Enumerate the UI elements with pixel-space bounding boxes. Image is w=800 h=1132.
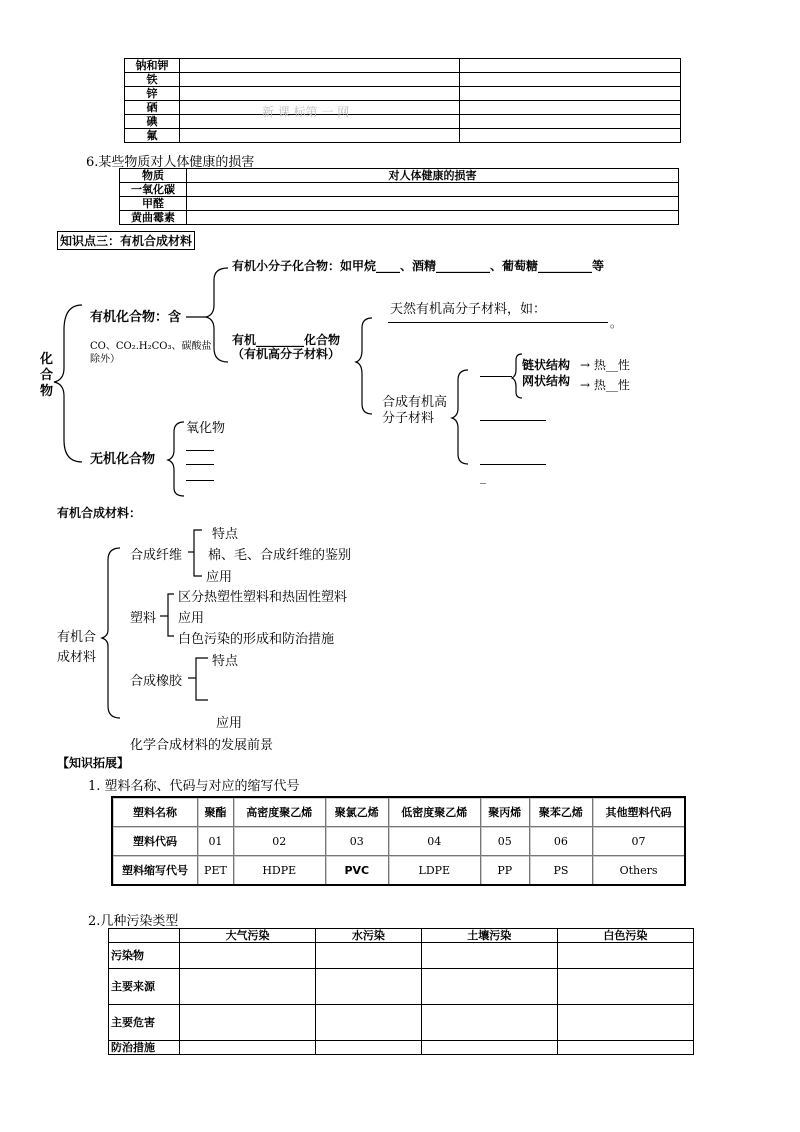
table-cell: 塑料名称	[112, 797, 198, 827]
table-cell: 聚苯乙烯	[529, 797, 592, 827]
synthetic-label: 合成有机高分子材料	[382, 395, 448, 426]
expansion-title: 【知识拓展】	[57, 756, 130, 770]
fiber-item: 特点	[212, 527, 239, 542]
table-cell: 03	[325, 827, 388, 856]
blank-line	[186, 450, 214, 451]
small-molecule-label: 有机小分子化合物：如甲烷____、酒精_________、葡萄糖_________等	[232, 259, 605, 273]
table-cell: 聚氯乙烯	[325, 797, 388, 827]
element-cell: 钠和钾	[125, 59, 180, 73]
chain-label: 链状结构	[522, 358, 571, 372]
rubber-item: 应用	[216, 716, 243, 731]
table-cell: 大气污染	[180, 929, 316, 943]
plastic-item: 应用	[178, 611, 205, 626]
table-cell	[109, 929, 180, 943]
expansion-item1: 1. 塑料名称、代码与对应的缩写代号	[88, 779, 300, 794]
element-cell: 碘	[125, 115, 180, 129]
row-label: 主要危害	[109, 1005, 180, 1041]
blank-line	[480, 420, 546, 421]
table-cell: PVC	[325, 856, 388, 886]
row-label: 防治措施	[109, 1041, 180, 1055]
table-cell: 其他塑料代码	[593, 797, 685, 827]
table-cell: 06	[529, 827, 592, 856]
oxide-label: 氧化物	[186, 421, 226, 436]
table-cell: 02	[233, 827, 325, 856]
table-cell: 水污染	[316, 929, 422, 943]
table-cell: PET	[198, 856, 234, 886]
table-cell: 01	[198, 827, 234, 856]
table-cell: PS	[529, 856, 592, 886]
plastic-code-table	[111, 796, 686, 886]
synthetic-root: 有机合成材料	[57, 630, 97, 665]
high-molecule-label: 有机________化合物（有机高分子材料）	[232, 333, 341, 361]
blank-line	[186, 480, 214, 481]
table-cell: Others	[593, 856, 685, 886]
fiber-item: 棉、毛、合成纤维的鉴别	[208, 548, 352, 563]
expansion-item2: 2.几种污染类型	[88, 914, 179, 929]
element-cell: 锌	[125, 87, 180, 101]
prospect-label: 化学合成材料的发展前景	[130, 738, 274, 753]
plastic-item: 白色污染的形成和防治措施	[178, 632, 335, 647]
watermark: 新 课 标第 一 网	[262, 105, 350, 119]
section6-title: 6.某些物质对人体健康的损害	[86, 155, 255, 170]
table-cell: PP	[480, 856, 529, 886]
plastic-item: 区分热塑性塑料和热固性塑料	[178, 590, 348, 605]
table-cell: LDPE	[388, 856, 480, 886]
natural-label: 天然有机高分子材料，如：	[390, 302, 547, 317]
synthetic-materials-title: 有机合成材料：	[57, 506, 142, 520]
table-cell: 07	[593, 827, 685, 856]
inorganic-label: 无机化合物	[90, 452, 156, 467]
blank-line	[186, 464, 214, 465]
substance-cell: 一氧化碳	[120, 183, 187, 197]
table-cell: 高密度聚乙烯	[233, 797, 325, 827]
table-cell: 白色污染	[557, 929, 693, 943]
header-cell: 对人体健康的损害	[187, 169, 679, 183]
table-cell: 05	[480, 827, 529, 856]
substance-cell: 黄曲霉素	[120, 211, 187, 225]
table-cell: 塑料代码	[112, 827, 198, 856]
heat-label: → 热__性	[580, 378, 630, 392]
rubber-label: 合成橡胶	[130, 674, 183, 689]
element-cell: 硒	[125, 101, 180, 115]
substance-cell: 甲醛	[120, 197, 187, 211]
pollution-table	[108, 928, 694, 1055]
table-cell: 塑料缩写代号	[112, 856, 198, 886]
knowledge3-title: 知识点三：有机合成材料	[57, 231, 195, 250]
row-label: 污染物	[109, 943, 180, 969]
fiber-label: 合成纤维	[130, 548, 183, 563]
organic-note: CO、CO₂.H₂CO₃、碳酸盐除外）	[90, 341, 212, 365]
network-label: 网状结构	[522, 374, 571, 388]
plastic-label: 塑料	[130, 611, 157, 626]
table-cell: 土壤污染	[421, 929, 557, 943]
organic-label: 有机化合物：含	[90, 310, 182, 325]
compound-label: 化合物	[40, 352, 54, 399]
heat-label: → 热__性	[580, 358, 630, 372]
table-cell: 低密度聚乙烯	[388, 797, 480, 827]
header-cell: 物质	[120, 169, 187, 183]
rubber-item: 特点	[212, 654, 239, 669]
element-cell: 铁	[125, 73, 180, 87]
table-cell: HDPE	[233, 856, 325, 886]
blank-line	[480, 376, 512, 377]
blank-line	[388, 322, 608, 323]
table-cell: 聚酯	[198, 797, 234, 827]
element-cell: 氟	[125, 129, 180, 143]
table-cell: 04	[388, 827, 480, 856]
row-label: 主要来源	[109, 969, 180, 1005]
blank-line	[480, 464, 546, 465]
fiber-item: 应用	[206, 570, 233, 585]
table-cell: 聚丙烯	[480, 797, 529, 827]
